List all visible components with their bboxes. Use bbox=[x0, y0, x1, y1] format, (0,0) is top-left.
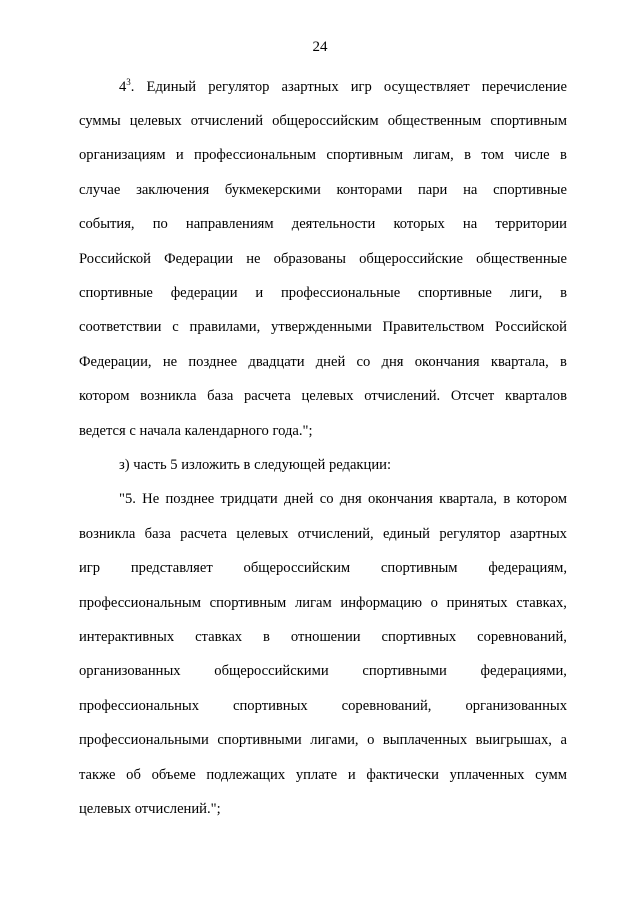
word: квартала, bbox=[490, 353, 549, 370]
word: кварталов bbox=[504, 388, 567, 405]
word: игр bbox=[350, 78, 372, 95]
word: регулятор bbox=[208, 78, 270, 95]
text-line bbox=[79, 551, 567, 585]
word: соревнований, bbox=[477, 628, 567, 645]
word: отношении bbox=[290, 628, 361, 645]
word: общероссийским bbox=[243, 560, 351, 577]
word: общественные bbox=[476, 250, 567, 267]
word: целевых bbox=[301, 388, 354, 405]
word: Федерации bbox=[164, 250, 234, 267]
text-line bbox=[79, 104, 567, 138]
word: регулятор bbox=[439, 525, 501, 542]
word: числе bbox=[514, 147, 550, 164]
word: окончания bbox=[367, 491, 433, 508]
word: на bbox=[463, 181, 478, 198]
word: по bbox=[152, 216, 168, 233]
word: расчета bbox=[244, 388, 291, 405]
word: также bbox=[79, 766, 116, 783]
word: Правительством bbox=[382, 319, 485, 336]
paragraph-part-5 bbox=[79, 483, 567, 827]
word: организациям bbox=[79, 147, 166, 164]
word: отчислений, bbox=[297, 525, 374, 542]
word: с bbox=[172, 319, 179, 336]
word: котором bbox=[516, 491, 567, 508]
word: со bbox=[319, 491, 334, 508]
word: квартала, bbox=[439, 491, 498, 508]
word: отчислений. bbox=[364, 388, 441, 405]
word: перечисление bbox=[481, 78, 567, 95]
word: в bbox=[560, 353, 567, 370]
word: спортивным bbox=[209, 594, 287, 611]
text-line bbox=[79, 242, 567, 276]
text-line bbox=[79, 345, 567, 379]
word: уплате bbox=[295, 766, 338, 783]
word: ставках bbox=[195, 628, 243, 645]
text-line bbox=[79, 208, 567, 242]
word: профессиональным bbox=[194, 147, 316, 164]
word: букмекерскими bbox=[224, 181, 321, 198]
word: осуществляет bbox=[383, 78, 470, 95]
word: конторами bbox=[336, 181, 403, 198]
word: единый bbox=[383, 525, 430, 542]
word: Федерации, bbox=[79, 353, 152, 370]
word: федерациями, bbox=[480, 663, 567, 680]
word: в bbox=[263, 628, 270, 645]
word: азартных bbox=[281, 78, 339, 95]
word: том bbox=[481, 147, 504, 164]
word: выигрышах, bbox=[475, 732, 552, 749]
word: дня bbox=[339, 491, 362, 508]
text-line bbox=[79, 758, 567, 792]
word: события, bbox=[79, 216, 135, 233]
text-line bbox=[79, 689, 567, 723]
word: общероссийским bbox=[272, 113, 379, 130]
word: расчета bbox=[180, 525, 227, 542]
line-text: з) часть 5 изложить в следующей редакции: bbox=[119, 456, 392, 473]
word: которых bbox=[393, 216, 445, 233]
document-body bbox=[79, 70, 567, 827]
word: спортивными bbox=[217, 732, 302, 749]
word: спортивным bbox=[490, 113, 567, 130]
text-line bbox=[79, 311, 567, 345]
word: в bbox=[559, 147, 567, 164]
word: фактически bbox=[366, 766, 439, 783]
text-line bbox=[79, 276, 567, 310]
word: Российской bbox=[495, 319, 567, 336]
word: дня bbox=[381, 353, 404, 370]
text-line bbox=[79, 517, 567, 551]
word: тридцати bbox=[220, 491, 278, 508]
page-number: 24 bbox=[312, 39, 328, 55]
word: отчислений bbox=[190, 113, 264, 130]
word: ставках, bbox=[516, 594, 567, 611]
item-number: $4^3$. bbox=[119, 76, 135, 95]
word: котором bbox=[79, 388, 130, 405]
word: лигам, bbox=[413, 147, 454, 164]
word: возникла bbox=[79, 525, 136, 542]
text-line bbox=[79, 586, 567, 620]
word: профессиональных bbox=[79, 697, 200, 714]
word: дней bbox=[283, 491, 314, 508]
word: соответствии bbox=[79, 319, 162, 336]
word: не bbox=[246, 250, 261, 267]
word: спортивных bbox=[381, 628, 457, 645]
word: лигам bbox=[294, 594, 332, 611]
word: заключения bbox=[136, 181, 210, 198]
word: об bbox=[126, 766, 141, 783]
text-line bbox=[79, 655, 567, 689]
word: база bbox=[207, 388, 234, 405]
word: "5. bbox=[119, 491, 136, 508]
word: суммы bbox=[79, 113, 121, 130]
word: в bbox=[464, 147, 472, 164]
word: пари bbox=[417, 181, 448, 198]
word: федерациям, bbox=[488, 560, 567, 577]
word: представляет bbox=[130, 560, 213, 577]
word: со bbox=[356, 353, 371, 370]
word: случае bbox=[79, 181, 121, 198]
text-line bbox=[79, 380, 567, 414]
word: возникла bbox=[140, 388, 197, 405]
word: Российской bbox=[79, 250, 151, 267]
word: целевых bbox=[236, 525, 289, 542]
word: правилами, bbox=[189, 319, 261, 336]
word: и bbox=[175, 147, 184, 164]
text-line bbox=[79, 620, 567, 654]
line-text: целевых отчислений."; bbox=[79, 800, 221, 817]
word: позднее bbox=[165, 491, 215, 508]
word: общероссийскими bbox=[214, 663, 329, 680]
word: в bbox=[503, 491, 511, 508]
word: подлежащих bbox=[206, 766, 286, 783]
word: общероссийские bbox=[359, 250, 463, 267]
word: утвержденными bbox=[271, 319, 372, 336]
word: лигами, bbox=[310, 732, 359, 749]
word: профессиональные bbox=[280, 285, 401, 302]
word: образованы bbox=[273, 250, 346, 267]
word: о bbox=[367, 732, 375, 749]
word: объеме bbox=[151, 766, 196, 783]
text-line bbox=[79, 448, 567, 482]
word: общественным bbox=[387, 113, 482, 130]
word: спортивные bbox=[493, 181, 567, 198]
word: Отсчет bbox=[450, 388, 495, 405]
item-superscript: 3 bbox=[126, 76, 131, 87]
word: федерации bbox=[170, 285, 238, 302]
word: позднее bbox=[188, 353, 238, 370]
word: организованных bbox=[465, 697, 567, 714]
word: принятых bbox=[446, 594, 508, 611]
word: уплаченных bbox=[449, 766, 525, 783]
text-line bbox=[79, 173, 567, 207]
word: информацию bbox=[340, 594, 422, 611]
word: профессиональным bbox=[79, 594, 201, 611]
word: на bbox=[462, 216, 478, 233]
word: спортивные bbox=[79, 285, 153, 302]
text-line bbox=[79, 483, 567, 517]
text-line bbox=[79, 723, 567, 757]
word: двадцати bbox=[248, 353, 305, 370]
word: деятельности bbox=[291, 216, 376, 233]
word: соревнований, bbox=[341, 697, 432, 714]
word: игр bbox=[79, 560, 101, 577]
word: база bbox=[144, 525, 171, 542]
line-text: ведется с начала календарного года."; bbox=[79, 422, 313, 439]
word: Не bbox=[142, 491, 160, 508]
word: спортивные bbox=[418, 285, 492, 302]
word: а bbox=[560, 732, 567, 749]
word: дней bbox=[315, 353, 346, 370]
word: лиги, bbox=[509, 285, 543, 302]
word: в bbox=[560, 285, 567, 302]
paragraph-item-4-3 bbox=[79, 70, 567, 448]
word: азартных bbox=[509, 525, 567, 542]
text-line bbox=[79, 414, 567, 448]
word: интерактивных bbox=[79, 628, 175, 645]
text-line bbox=[79, 792, 567, 826]
text-line bbox=[79, 70, 567, 104]
paragraph-item-z bbox=[79, 448, 567, 482]
word: территории bbox=[495, 216, 567, 233]
word: организованных bbox=[79, 663, 181, 680]
word: сумм bbox=[535, 766, 567, 783]
word: профессиональными bbox=[79, 732, 209, 749]
word: и bbox=[347, 766, 356, 783]
word: спортивным bbox=[380, 560, 458, 577]
text-line bbox=[79, 139, 567, 173]
word: о bbox=[430, 594, 438, 611]
word: спортивным bbox=[326, 147, 403, 164]
word: окончания bbox=[414, 353, 480, 370]
word: и bbox=[255, 285, 264, 302]
word: Единый bbox=[146, 78, 197, 95]
word: спортивных bbox=[233, 697, 308, 714]
word: спортивными bbox=[362, 663, 447, 680]
word: целевых bbox=[129, 113, 182, 130]
word: направлениям bbox=[185, 216, 274, 233]
word: выплаченных bbox=[382, 732, 468, 749]
word: не bbox=[162, 353, 178, 370]
